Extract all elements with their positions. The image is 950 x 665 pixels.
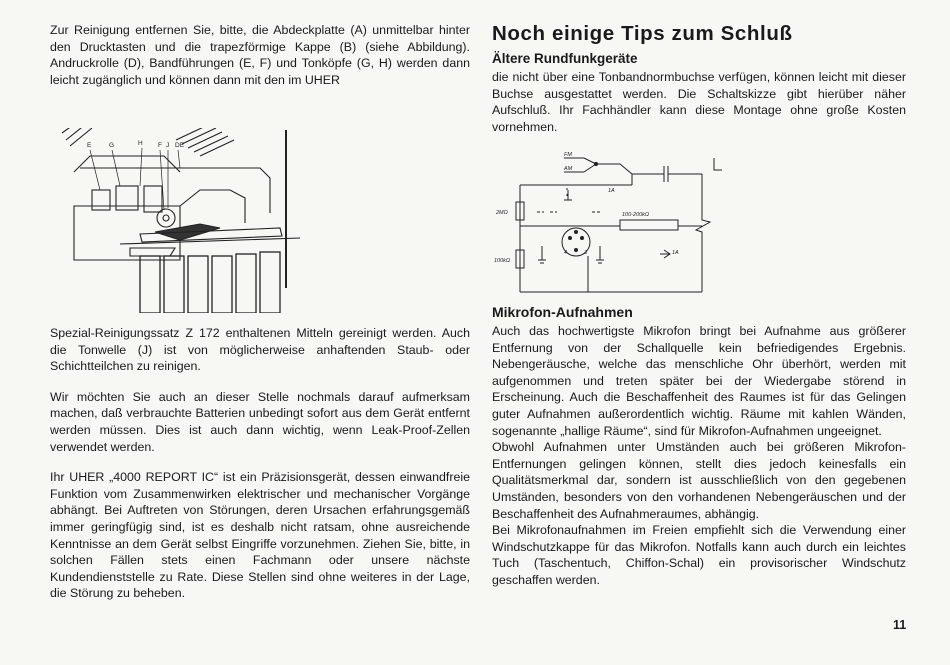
circuit-diagram	[492, 150, 722, 302]
circuit-label-fm: FM	[564, 152, 572, 158]
circuit-label-100k: 100kΩ	[494, 258, 511, 264]
page-number: 11	[893, 618, 907, 632]
cleaning-paragraph: Spezial-Reinigungssatz Z 172 enthaltenen Mitteln gereinigt werden. Auch die Tonwelle (J) ist von möglicherweise anhaftenden Staub- oder Schichtteilchen zu reinigen.	[50, 326, 470, 374]
left-column	[50, 22, 470, 88]
batteries-paragraph: Wir möchten Sie auch an dieser Stelle nochmals darauf aufmerksam machen, daß verbrauchte Batterien unbedingt sofort aus dem Gerät entfernt werden müssen. Dies ist auch dann wichtig, wenn Leak-Proof-Zellen verwendet werden.	[50, 389, 470, 454]
figure-label-f: F	[158, 142, 162, 149]
figure-label-g: G	[109, 142, 115, 149]
mic-paragraph-3: Bei Mikrofonaufnahmen im Freien empfiehlt sich die Verwendung einer Windschutzkappe für das Mikrofon. Notfalls kann auch durch ein leichtes Tuch (Taschentuch, Chiffon-Schal) ein provisorischer Windschutz geschaffen werden.	[492, 523, 906, 587]
figure-label-de: DE	[175, 142, 185, 149]
figure-label-j: J	[166, 142, 170, 149]
circuit-label-2m: 2MΩ	[496, 210, 508, 216]
right-column-lower	[492, 304, 906, 589]
circuit-label-am: AM	[564, 166, 573, 172]
circuit-label-pin4: 4	[564, 250, 568, 256]
radio-paragraph: die nicht über eine Tonbandnormbuchse verfügen, können leicht mit dieser Buchse ausgestattet werden. Die Schaltskizze gibt hierüber näher Aufschluß. Ihr Fachhändler kann diese Montage ohne große Kosten vornehmen.	[492, 70, 906, 134]
page-title: Noch einige Tips zum Schluß	[492, 22, 793, 45]
precision-paragraph: Ihr UHER „4000 REPORT IC“ ist ein Präzisionsgerät, dessen einwandfreie Funktion vom Zusammenwirken elektrischer und mechanischer Vorgänge abhängt. Bei Auftreten von Störungen, deren Ursachen erfahrungsgemäß immer geringfügig sind, ist es deshalb nicht ratsam, ohne ausreichende Kenntnisse an dem Gerät selbst Eingriffe vorzunehmen. Ziehen Sie, bitte, in solchen Fällen stets einen Fachmann oder unsere nächste Kundendienststelle zu Rate. Diese Stellen sind ohne weiteres in der Lage, die Störung zu beheben.	[50, 470, 470, 601]
mic-heading: Mikrofon-Aufnahmen	[492, 304, 633, 320]
circuit-label-pot: 100-200kΩ	[622, 212, 650, 218]
left-column-lower	[50, 325, 470, 602]
mic-paragraph-2: Obwohl Aufnahmen unter Umständen auch bei größeren Mikrofon-Entfernungen gelingen können, stellt dies jedoch keinesfalls ein Qualitätsmerkmal dar, sondern ist ausschließlich von den gegebenen Umständen, besonders von den vorhandenen Nebengeräuschen und der Beschaffenheit des Aufnahmeraumes, abhängig.	[492, 440, 906, 521]
circuit-label-1a-right: 1A	[672, 250, 679, 256]
circuit-label-pin3: 3	[584, 250, 588, 256]
mechanism-illustration	[60, 128, 340, 313]
right-column	[492, 22, 906, 135]
figure-label-h: H	[138, 140, 143, 147]
mic-paragraph-1: Auch das hochwertigste Mikrofon bringt bei Aufnahme aus größerer Entfernung von der Schallquelle kein befriedigendes Ergebnis. Nebengeräusche, welche das menschliche Ohr überhört, werden mit aufgenommen und treten später bei der Wiedergabe störend in Erscheinung. Auch die Beschaffenheit des Raumes ist für das Gelingen guter Aufnahmen außerordentlich wichtig. Räume mit kahlen Wänden, sogenannte „hallige Räume“, sind für Mikrofon-Aufnahmen ungeeignet.	[492, 324, 906, 438]
circuit-label-1a-top: 1A	[608, 188, 615, 194]
figure-label-e: E	[87, 142, 92, 149]
intro-paragraph: Zur Reinigung entfernen Sie, bitte, die Abdeckplatte (A) unmittelbar hinter den Drucktasten und die trapezförmige Kappe (B) (siehe Abbildung). Andruckrolle (D), Bandführungen (E, F) und Tonköpfe (G, H) werden dann leicht zugänglich und können dann mit den im UHER	[50, 23, 470, 87]
radio-heading: Ältere Rundfunkgeräte	[492, 51, 638, 66]
